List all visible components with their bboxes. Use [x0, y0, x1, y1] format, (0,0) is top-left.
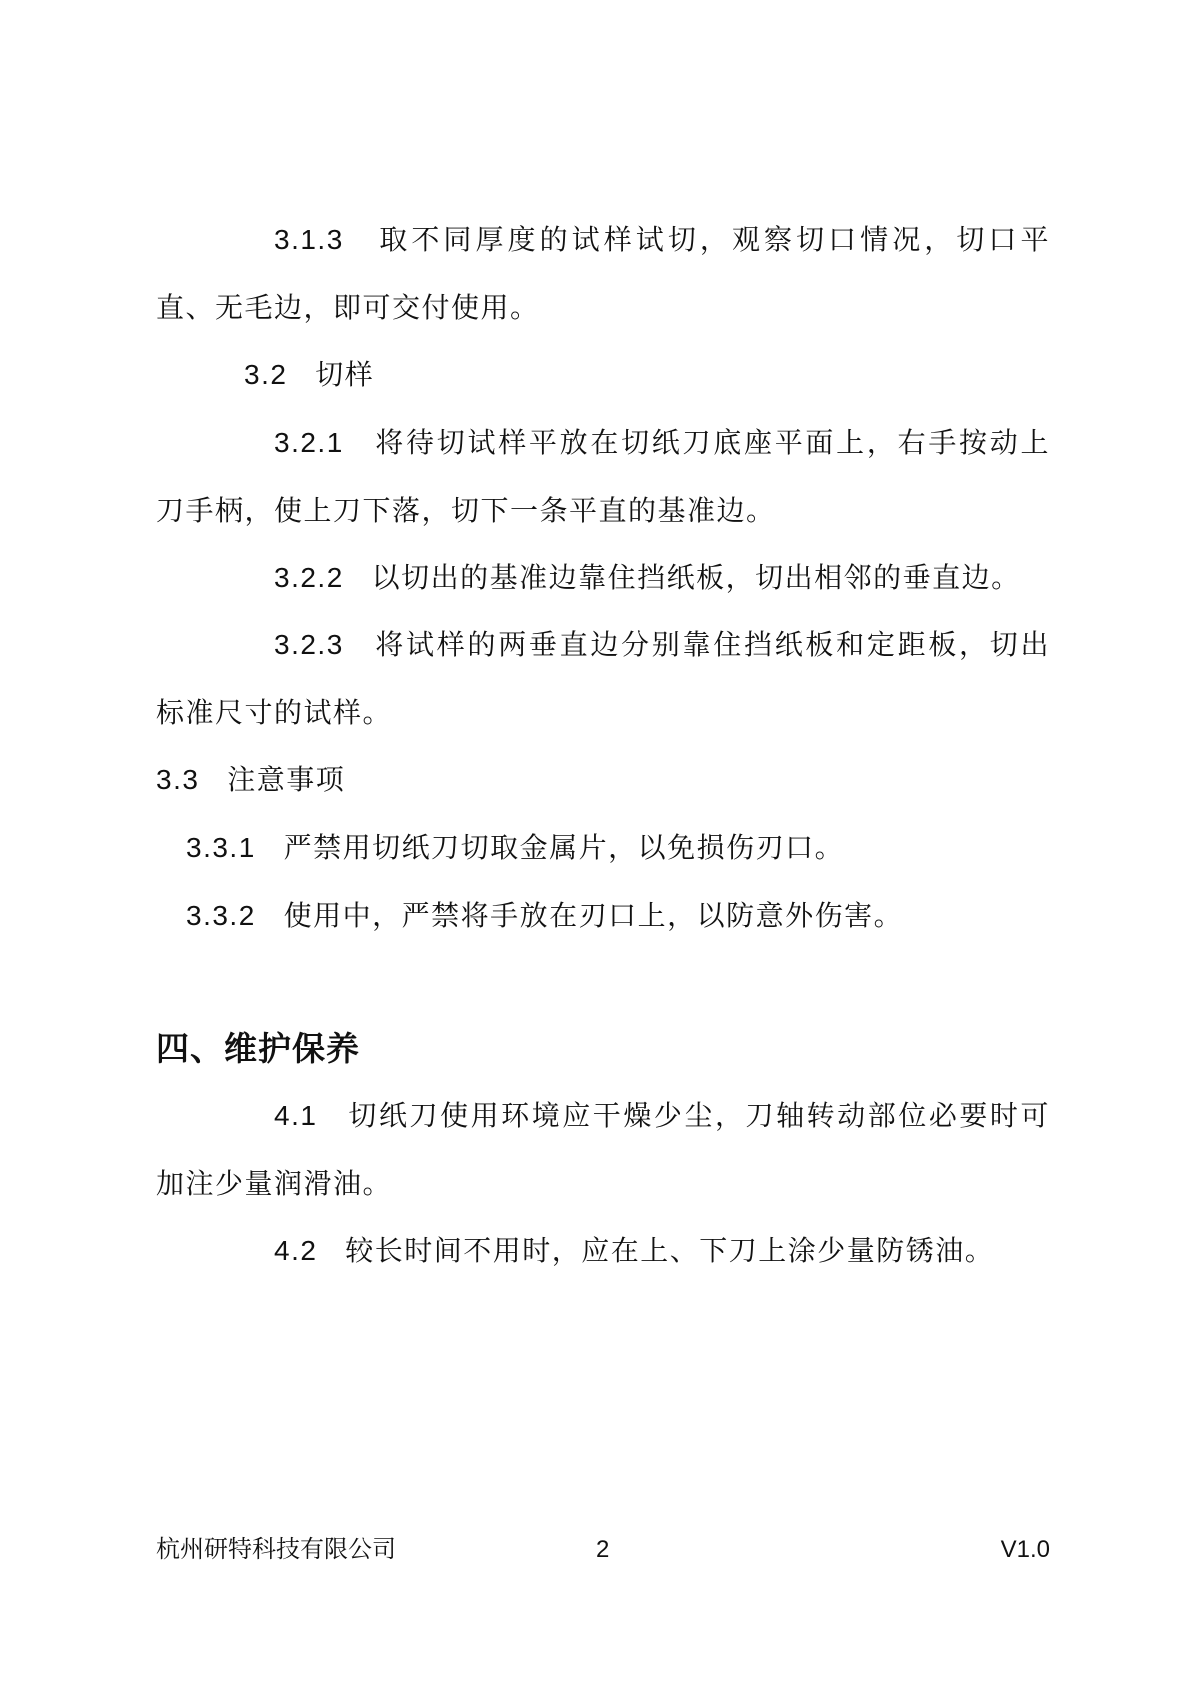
paragraph-text: 将试样的两垂直边分别靠住挡纸板和定距板，切出标准尺寸的试样。	[156, 629, 1050, 728]
section-number: 3.2.3	[274, 629, 344, 660]
paragraph-text: 以切出的基准边靠住挡纸板，切出相邻的垂直边。	[371, 562, 1021, 593]
subheading-text: 切样	[315, 359, 375, 390]
paragraph-4-2	[156, 1217, 1050, 1285]
paragraph-3-1-3	[156, 206, 1050, 342]
chapter-heading: 四、维护保养	[156, 1030, 360, 1067]
section-number: 4.1	[274, 1100, 318, 1131]
paragraph-text: 较长时间不用时，应在上、下刀上涂少量防锈油。	[345, 1235, 995, 1266]
section-number: 3.3	[156, 764, 200, 795]
paragraph-text: 使用中，严禁将手放在刃口上，以防意外伤害。	[283, 900, 904, 931]
subheading-3-2	[156, 341, 1050, 409]
section-number: 3.2.1	[274, 427, 344, 458]
footer-version: V1.0	[1000, 1536, 1050, 1563]
section-number: 4.2	[274, 1235, 318, 1266]
subheading-3-3	[156, 746, 1050, 814]
paragraph-3-3-1	[156, 814, 1050, 882]
section-number: 3.2.2	[274, 562, 344, 593]
paragraph-text: 取不同厚度的试样试切，观察切口情况，切口平直、无毛边，即可交付使用。	[156, 224, 1050, 323]
paragraph-text: 切纸刀使用环境应干燥少尘，刀轴转动部位必要时可加注少量润滑油。	[156, 1100, 1050, 1199]
footer-page-number: 2	[596, 1536, 610, 1563]
subheading-text: 注意事项	[227, 764, 346, 795]
section-number: 3.1.3	[274, 224, 344, 255]
section-number: 3.2	[244, 359, 288, 390]
paragraph-4-1	[156, 1082, 1050, 1218]
paragraph-text: 严禁用切纸刀切取金属片，以免损伤刃口。	[283, 832, 845, 863]
paragraph-3-2-2	[156, 544, 1050, 612]
footer-company: 杭州研特科技有限公司	[156, 1536, 396, 1563]
paragraph-3-3-2	[156, 882, 1050, 950]
section-number: 3.3.2	[186, 900, 256, 931]
paragraph-3-2-1	[156, 409, 1050, 545]
paragraph-text: 将待切试样平放在切纸刀底座平面上，右手按动上刀手柄，使上刀下落，切下一条平直的基准边。	[156, 427, 1050, 526]
paragraph-3-2-3	[156, 611, 1050, 747]
section-number: 3.3.1	[186, 832, 256, 863]
